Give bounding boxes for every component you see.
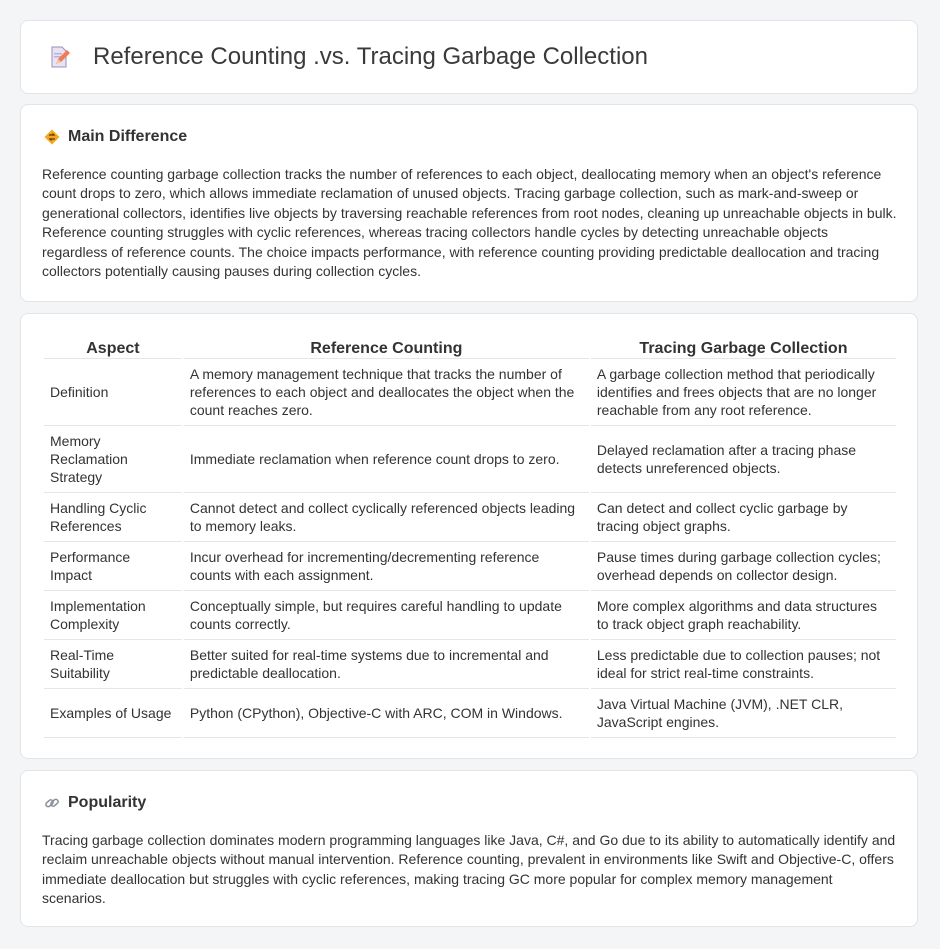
comparison-table [42,334,898,738]
popularity-card [20,770,918,927]
reference-counting-cell: Immediate reclamation when reference count drops to zero. [184,426,589,493]
tracing-gc-cell: A garbage collection method that periodically identifies and frees objects that are no longer reachable from any root reference. [591,359,896,426]
header-aspect: Aspect [44,334,182,359]
aspect-cell: Implementation Complexity [44,591,182,640]
table-row [44,591,896,640]
link-icon [44,795,60,811]
reference-counting-cell: A memory management technique that tracks the number of references to each object and deallocates the object when the count reaches zero. [184,359,589,426]
diamond-swap-icon [44,129,60,145]
header-card [20,20,918,94]
header-tracing-gc: Tracing Garbage Collection [591,334,896,359]
tracing-gc-cell: Java Virtual Machine (JVM), .NET CLR, JavaScript engines. [591,689,896,738]
table-row [44,426,896,493]
reference-counting-cell: Conceptually simple, but requires careful handling to update counts correctly. [184,591,589,640]
comparison-card [20,313,918,759]
table-row [44,640,896,689]
reference-counting-cell: Cannot detect and collect cyclically referenced objects leading to memory leaks. [184,493,589,542]
table-header-row [44,334,896,359]
tracing-gc-cell: More complex algorithms and data structures to track object graph reachability. [591,591,896,640]
aspect-cell: Memory Reclamation Strategy [44,426,182,493]
main-difference-text: Reference counting garbage collection tracks the number of references to each object, deallocating memory when an object's reference count drops to zero, which allows immediate reclamation of unused objects. Tracing garbage collection, such as mark-and-sweep or generational collectors, identifies live objects by traversing reachable references from root nodes, cleaning up unreachable objects in bulk. Reference counting struggles with cyclic references, whereas tracing collectors handle cycles by detecting unreachable objects regardless of reference counts. The choice impacts performance, with reference counting providing predictable deallocation and tracing collectors potentially causing pauses during collection cycles. [42,166,897,280]
tracing-gc-cell: Can detect and collect cyclic garbage by tracing object graphs. [591,493,896,542]
page-title: Reference Counting .vs. Tracing Garbage Collection [93,43,648,70]
reference-counting-cell: Incur overhead for incrementing/decrementing reference counts with each assignment. [184,542,589,591]
document-pencil-icon [47,45,71,69]
aspect-cell: Examples of Usage [44,689,182,738]
tracing-gc-cell: Less predictable due to collection pauses; not ideal for strict real-time constraints. [591,640,896,689]
tracing-gc-cell: Delayed reclamation after a tracing phase detects unreferenced objects. [591,426,896,493]
reference-counting-cell: Better suited for real-time systems due to incremental and predictable deallocation. [184,640,589,689]
aspect-cell: Definition [44,359,182,426]
header-reference-counting: Reference Counting [184,334,589,359]
table-row [44,359,896,426]
table-row [44,542,896,591]
aspect-cell: Performance Impact [44,542,182,591]
main-difference-title: Main Difference [68,128,188,145]
main-difference-card [20,104,918,302]
popularity-title: Popularity [68,794,147,811]
reference-counting-cell: Python (CPython), Objective-C with ARC, COM in Windows. [184,689,589,738]
aspect-cell: Handling Cyclic References [44,493,182,542]
tracing-gc-cell: Pause times during garbage collection cycles; overhead depends on collector design. [591,542,896,591]
popularity-text: Tracing garbage collection dominates modern programming languages like Java, C#, and Go due to its ability to automatically identify and reclaim unreachable objects without manual intervention. Reference counting, prevalent in environments like Swift and Objective-C, offers immediate deallocation but struggles with cyclic references, making tracing GC more popular for complex memory management scenarios. [42,832,896,907]
table-row [44,493,896,542]
table-row [44,689,896,738]
aspect-cell: Real-Time Suitability [44,640,182,689]
